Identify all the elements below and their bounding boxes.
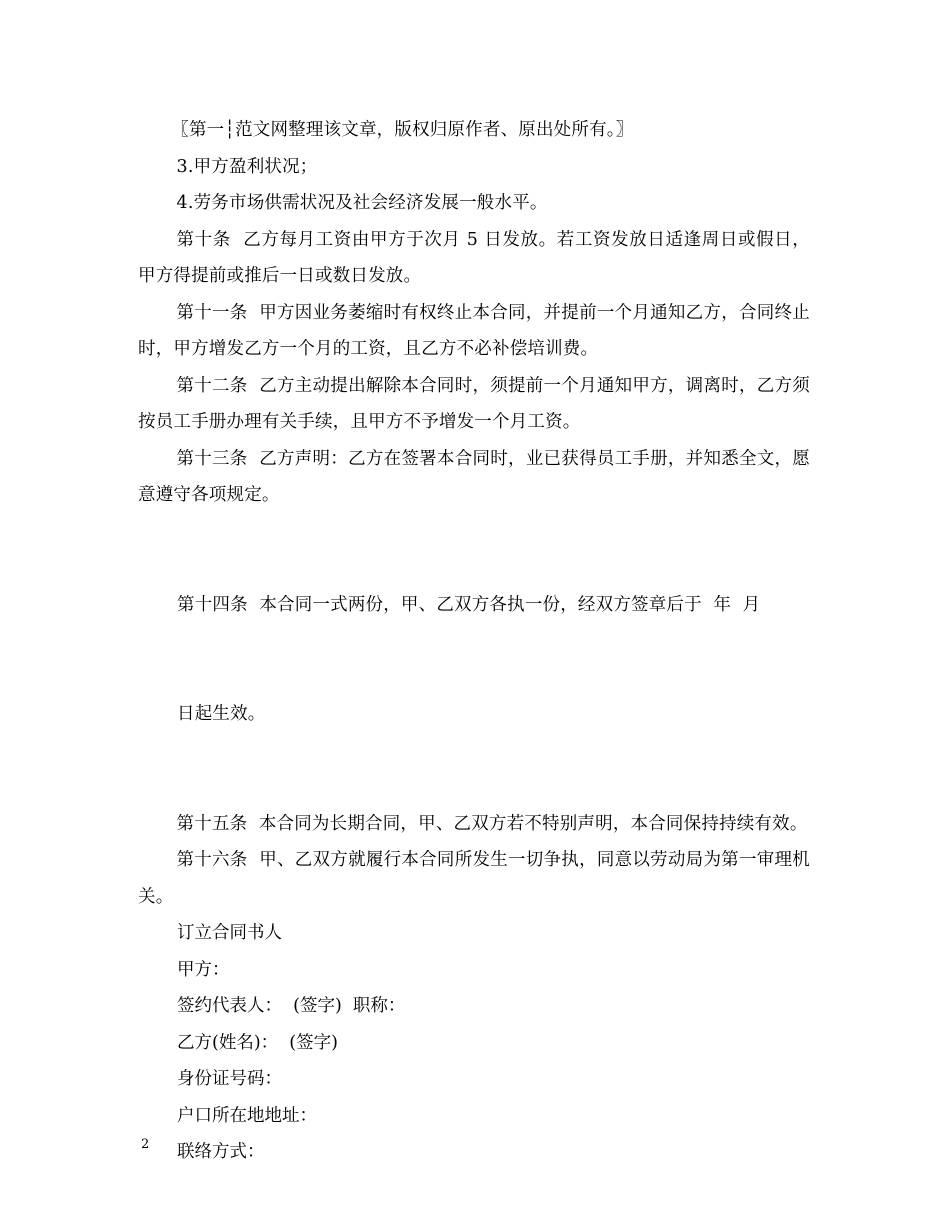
party-b-label: 乙方(姓名)： (签字): [177, 1032, 338, 1053]
address-label: 户口所在地地址：: [177, 1105, 317, 1126]
contact-label: 联络方式：: [177, 1142, 265, 1162]
page-number: 2: [141, 1137, 150, 1152]
signature-block: [138, 915, 810, 1171]
contract-article-15: 第十五条 本合同为长期合同，甲、乙双方若不特别声明，本合同保持持续有效。: [176, 813, 808, 834]
article-14-line-1: 第十四条 本合同一式两份，甲、乙双方各执一份，经双方签章后于 年 月: [177, 594, 761, 615]
id-number-label: 身份证号码：: [177, 1069, 282, 1089]
contract-article-14: [138, 514, 810, 806]
contract-article-10: 第十条 乙方每月工资由甲方于次月 5 日发放。若工资发放日适逢周日或假日，甲方得提前或推后一日或数日发放。: [138, 229, 810, 286]
contract-article-11: 第十一条 甲方因业务萎缩时有权终止本合同，并提前一个月通知乙方，合同终止时，甲方增发乙方一个月的工资，且乙方不必补偿培训费。: [138, 302, 810, 359]
party-a-label: 甲方：: [177, 959, 230, 980]
representative-label: 签约代表人： (签字) 职称：: [177, 996, 406, 1016]
signature-heading: 订立合同书人: [177, 923, 282, 943]
list-item: 3.甲方盈利状况；: [176, 156, 318, 177]
contract-article-16: 第十六条 甲、乙双方就履行本合同所发生一切争执，同意以劳动局为第一审理机关。: [138, 850, 810, 907]
list-item: 4.劳务市场供需状况及社会经济发展一般水平。: [176, 193, 548, 213]
copyright-notice: 〖第一┆范文网整理该文章，版权归原作者、原出处所有。〗: [171, 120, 634, 140]
contract-article-12: 第十二条 乙方主动提出解除本合同时，须提前一个月通知甲方，调离时，乙方须按员工手册办理有关手续，且甲方不予增发一个月工资。: [138, 375, 810, 432]
document-body: [138, 112, 810, 1171]
article-14-line-2: 日起生效。: [177, 704, 266, 724]
contract-article-13: 第十三条 乙方声明：乙方在签署本合同时，业已获得员工手册，并知悉全文，愿意遵守各项规定。: [138, 448, 810, 505]
